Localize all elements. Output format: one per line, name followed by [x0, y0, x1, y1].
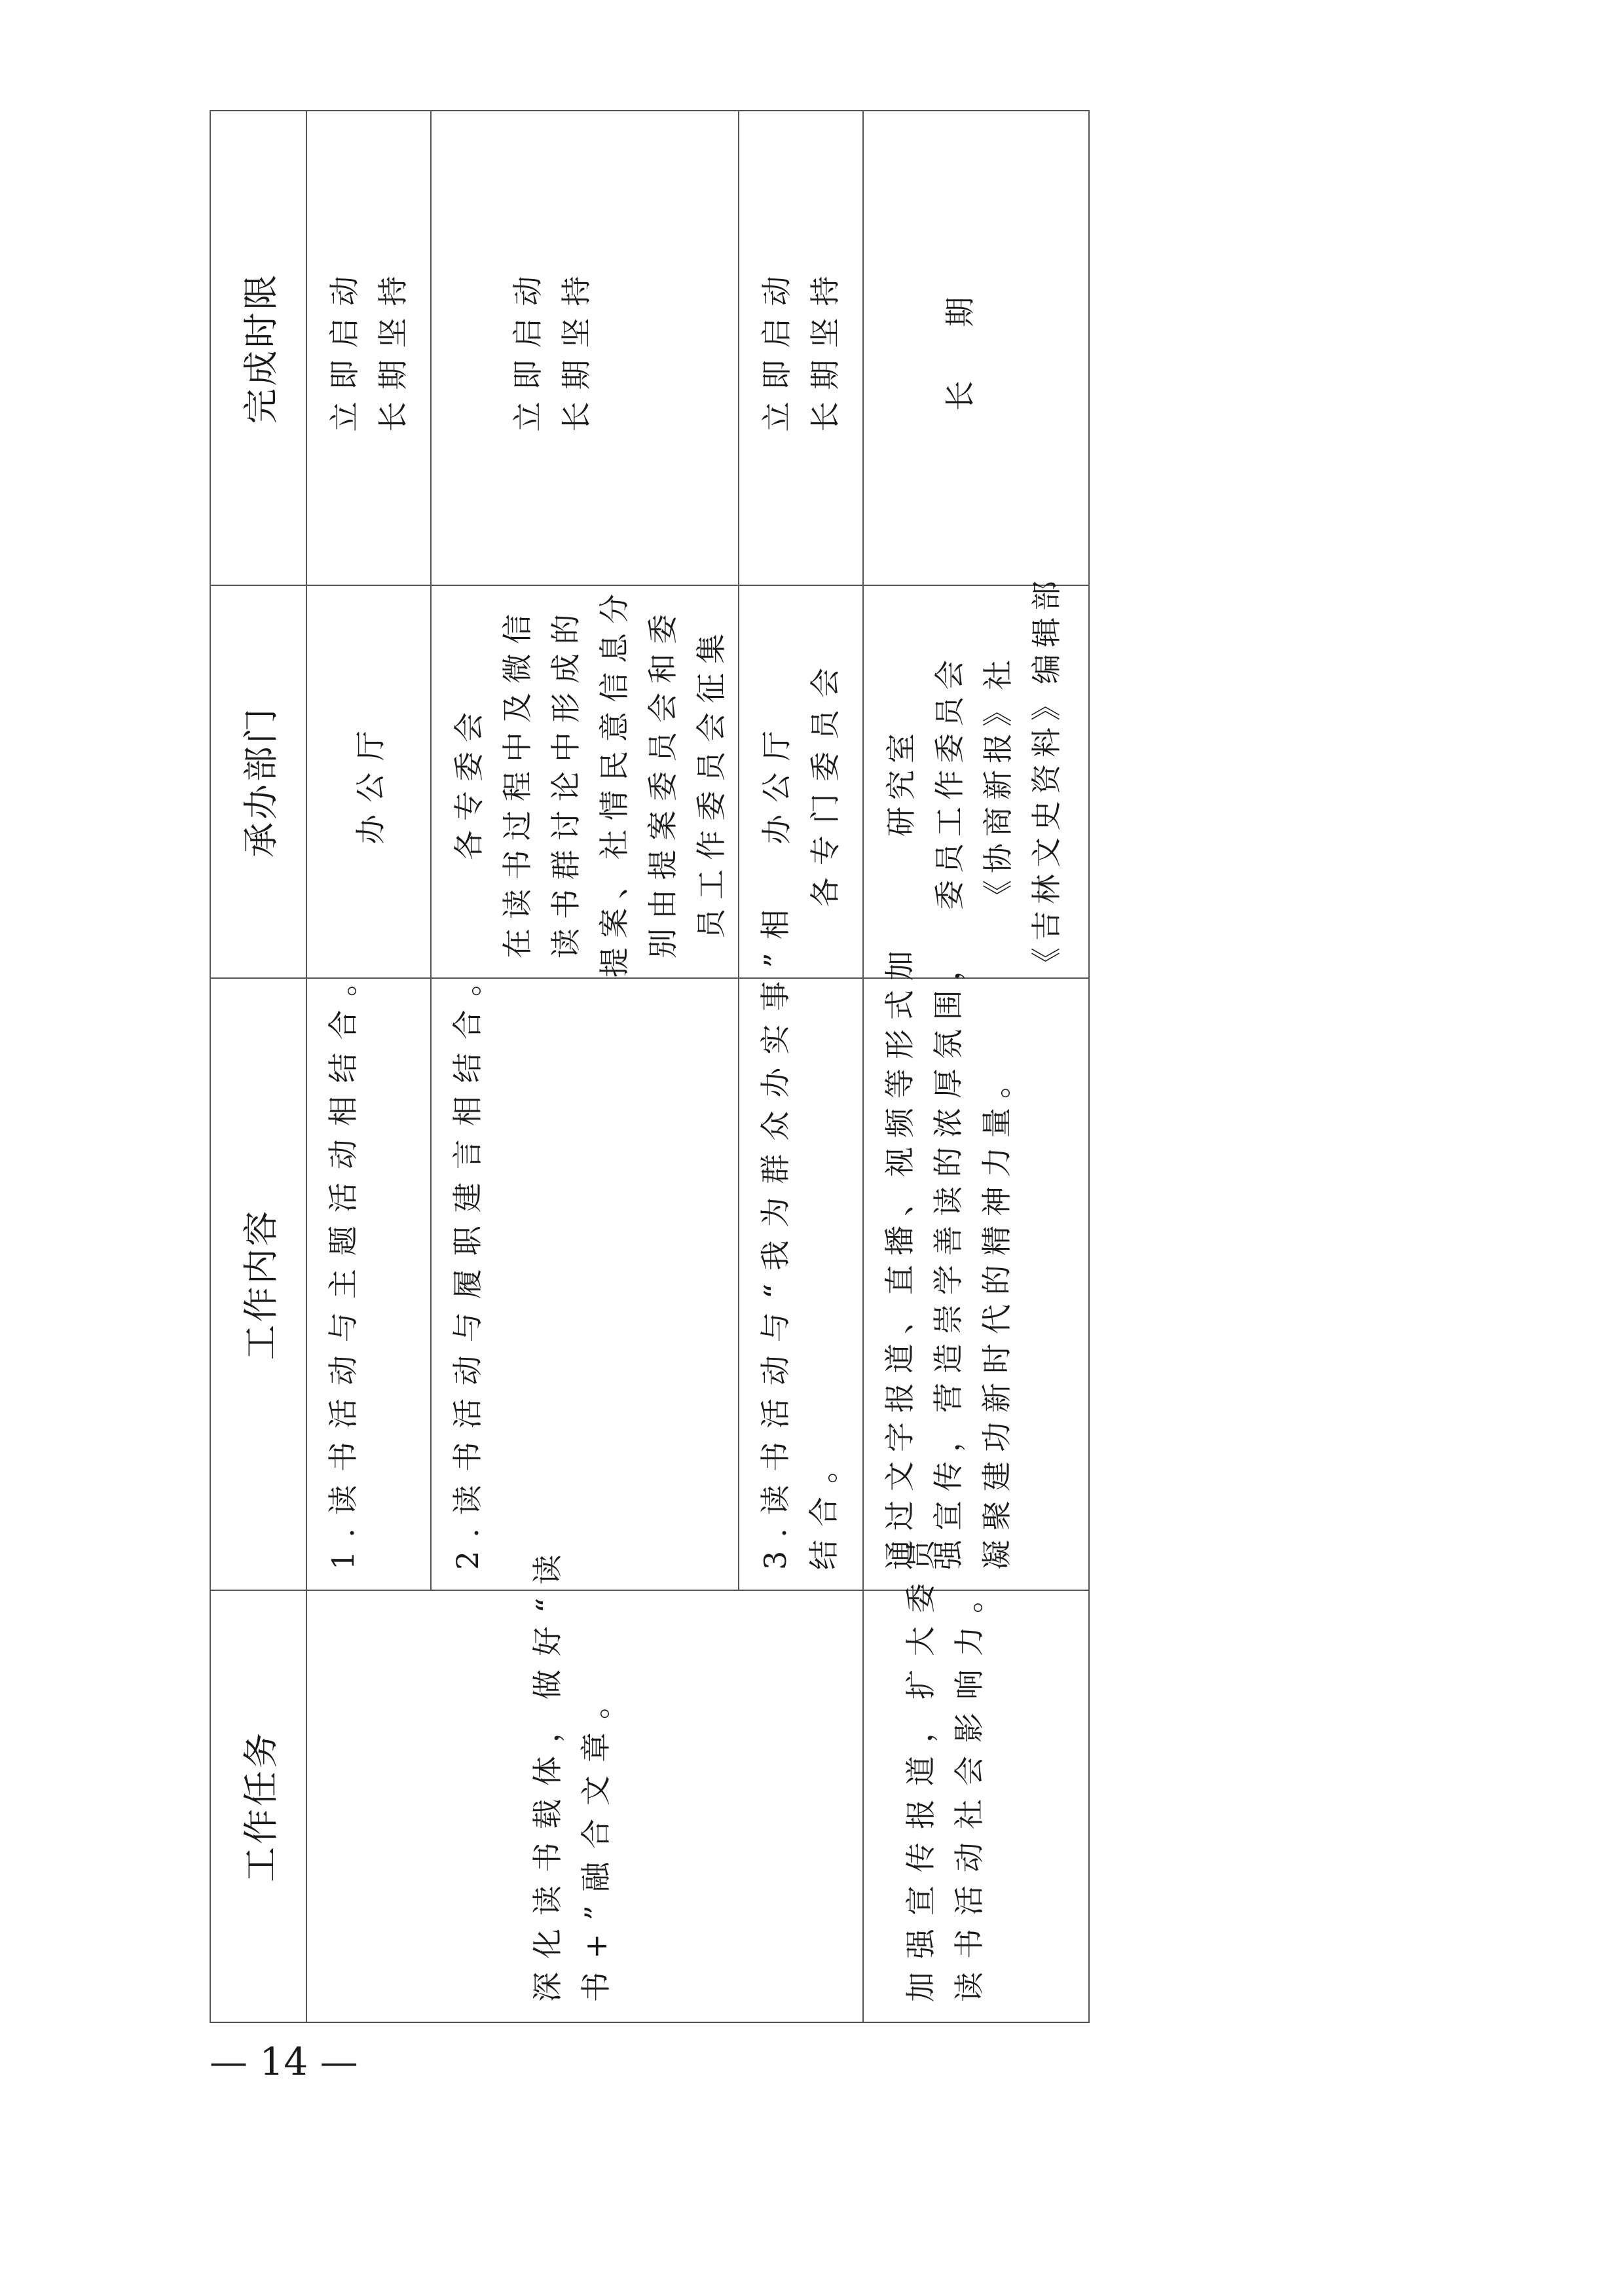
content-cell: [431, 953, 739, 1590]
time-cell: [739, 111, 863, 585]
dept-line: 各专门委员会: [807, 656, 843, 907]
task-line: 加强宣传报道，扩大委员: [903, 1527, 938, 2002]
dept-line: 提案、社情民意信息分: [597, 585, 632, 977]
content-cell: [863, 941, 1089, 1590]
dept-line: 办公厅: [353, 719, 388, 845]
content-line: 3.读书活动与“我为群众办实事”相: [758, 896, 793, 1570]
content-cell: [306, 953, 431, 1590]
dept-cell: [306, 585, 431, 978]
time-line: 长期坚持: [559, 264, 594, 432]
content-line: 通过文字报道、直播、视频等形式加: [882, 941, 917, 1570]
header-content: 工作内容: [210, 978, 306, 1590]
task-line: 读书活动社会影响力。: [951, 1570, 987, 2002]
content-line: 凝聚建功新时代的精神力量。: [979, 1059, 1014, 1570]
dept-line: 读书群讨论中形成的: [548, 605, 583, 958]
time-line: 立即启动: [510, 264, 545, 432]
dept-line: 《吉林文史资料》编辑部: [1029, 574, 1064, 977]
content-line: 强宣传，营造崇学善读的浓厚氛围，: [931, 941, 966, 1570]
work-plan-table: [210, 110, 1090, 2023]
task-cell: [863, 1527, 1089, 2022]
dept-line: 别由提案委员会和委: [645, 605, 680, 958]
time-line: 长期坚持: [375, 264, 411, 432]
dept-line: 委员工作委员会: [932, 653, 967, 910]
task-line: 书+”融合文章。: [578, 1675, 614, 2002]
header-time: 完成时限: [210, 111, 306, 585]
table-header-row: [210, 111, 306, 2022]
page-number: — 14 —: [210, 2039, 358, 2084]
dept-line: 各专委会: [451, 703, 487, 860]
table-row: [306, 111, 431, 2022]
time-line: 立即启动: [327, 264, 362, 432]
dept-line: 在读书过程中及微信: [500, 605, 535, 958]
task-line: 深化读书载体，做好“读: [530, 1541, 565, 2002]
table-row: [863, 111, 1089, 2022]
time-line: 长 期: [942, 285, 978, 411]
content-cell: [739, 896, 863, 1590]
dept-line: 办公厅: [759, 719, 794, 845]
time-line: 长期坚持: [807, 264, 843, 432]
dept-cell: [431, 585, 739, 978]
header-dept: 承办部门: [210, 585, 306, 978]
content-line: 结合。: [806, 1440, 841, 1570]
task-cell: [306, 1541, 863, 2022]
dept-line: 《协商新报》社: [980, 653, 1016, 910]
header-task: 工作任务: [210, 1590, 306, 2022]
dept-line: 研究室: [883, 727, 919, 837]
dept-cell: [863, 574, 1089, 978]
time-line: 立即启动: [759, 264, 794, 432]
time-cell: [431, 111, 739, 585]
dept-line: 员工作委员会征集: [693, 625, 729, 939]
time-cell: [306, 111, 431, 585]
content-line: 1.读书活动与主题活动相结合。: [325, 953, 361, 1570]
content-line: 2.读书活动与履职建言相结合。: [450, 953, 485, 1570]
time-cell: [863, 111, 1089, 585]
